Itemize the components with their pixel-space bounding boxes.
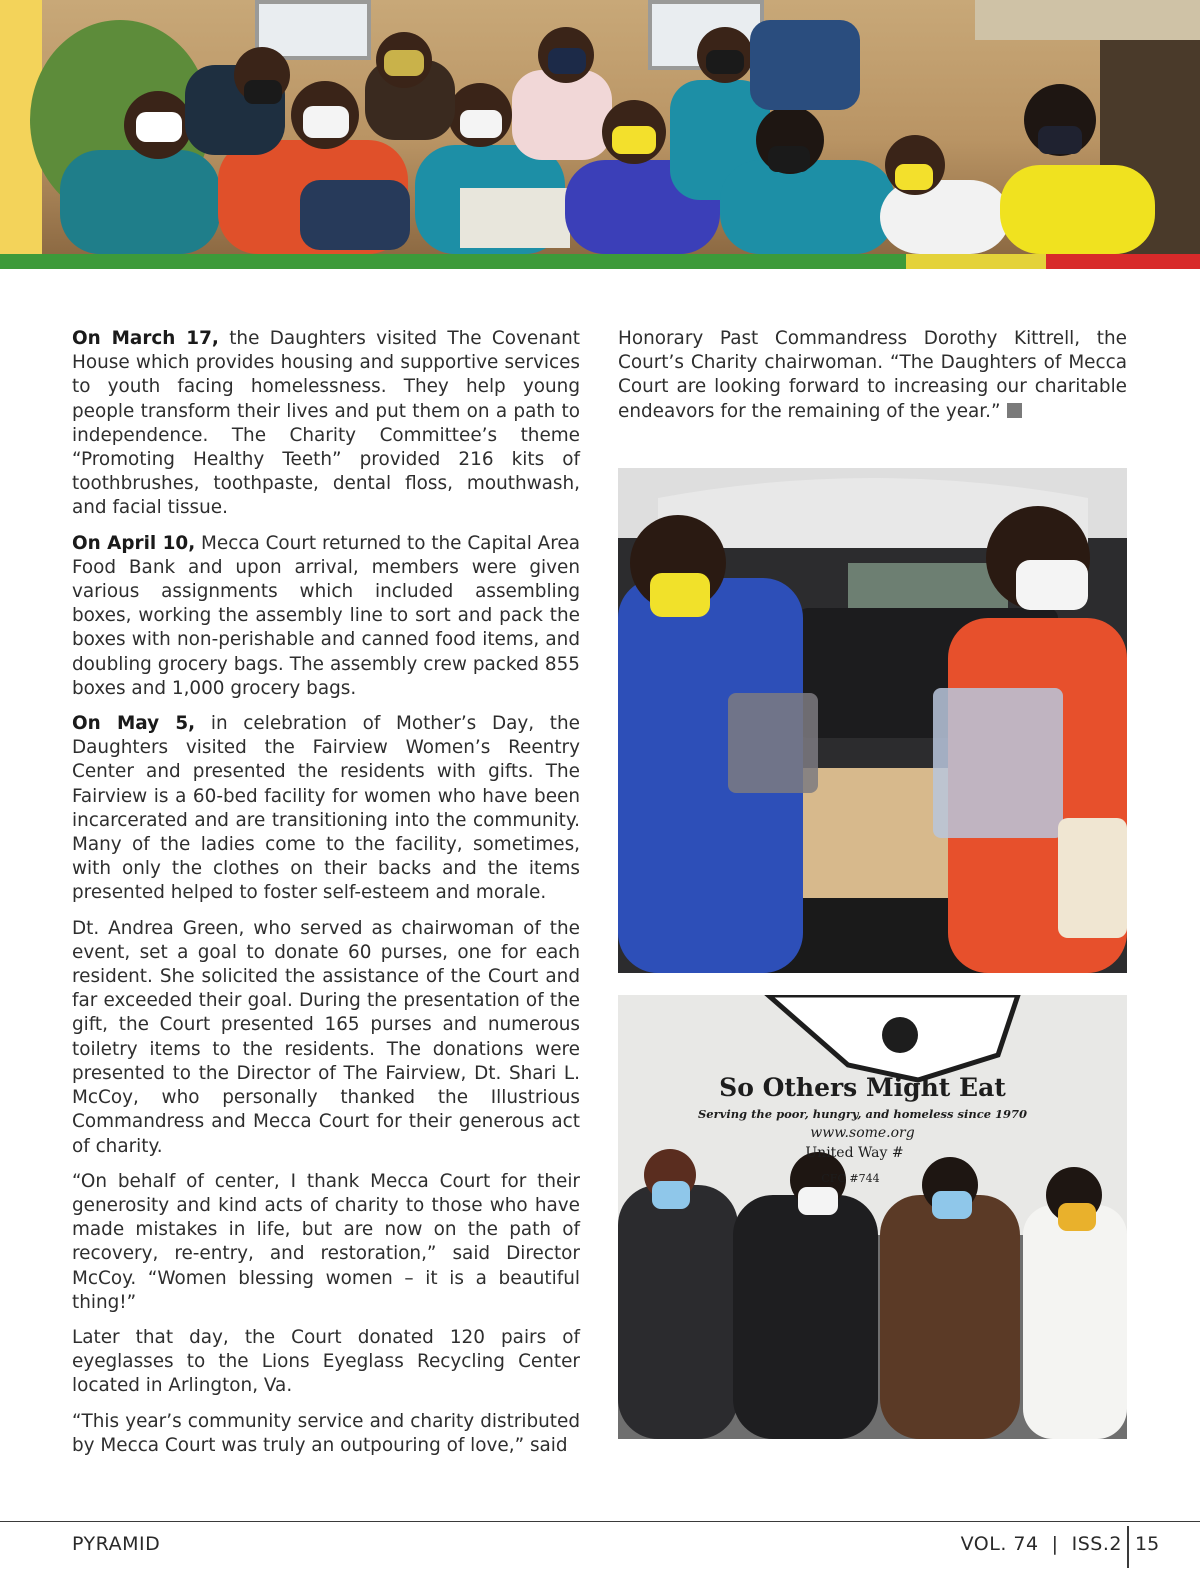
paragraph-kittrell: [618, 327, 1127, 424]
body-may: in celebration of Mother’s Day, the Daughters visited the Fairview Women’s Reentry Center and presented the residents with gifts. The Fairview is a 60-bed facility for women who have been incarcerated and are transitioning into the community. Many of the ladies come to the facility, sometimes, with only the clothes on their backs and the items presented helped to foster self-esteem and morale.: [72, 713, 580, 904]
photo-truck-group: [618, 995, 1127, 1439]
paragraph-march: [72, 327, 580, 521]
lead-march: On March 17,: [72, 328, 219, 349]
body-april: Mecca Court returned to the Capital Area Food Bank and upon arrival, members were given various assignments which included assembling boxes, working the assembly line to sort and pack the boxes with non-perishable and canned food items, and doubling grocery bags. The assembly crew packed 855 boxes and 1,000 grocery bags.: [72, 532, 580, 699]
truck-sign-united-way: United Way #: [805, 1145, 904, 1161]
page-number: 15: [1135, 1533, 1160, 1555]
paragraph-april: [72, 532, 580, 701]
article-left-column: [72, 327, 580, 1469]
top-group-photo: [0, 0, 1200, 254]
article-right-column: [618, 327, 1127, 435]
truck-sign-title: So Others Might Eat: [719, 1073, 1006, 1102]
paragraph-quote-mccoy: “On behalf of center, I thank Mecca Court for their generosity and kind acts of charity to those who have made mistakes in life, but are now on the path of recovery, re-entry, and restoration,” said Director McCoy. “Women blessing women – it is a beautiful thing!”: [72, 1170, 580, 1313]
end-mark-icon: [1007, 403, 1022, 418]
paragraph-purses: Dt. Andrea Green, who served as chairwoman of the event, set a goal to donate 60 purses, one for each resident. She solicited the assistance of the Court and far exceeded their goal. During the presentation of the gift, the Court presented 165 purses and numerous toiletry items to the residents. The donations were presented to the Director of The Fairview, Dt. Shari L. McCoy, who personally thanked the Illustrious Commandress and Mecca Court for their generous act of charity.: [72, 917, 580, 1157]
stripe-red: [1046, 254, 1200, 269]
body-kittrell: Honorary Past Commandress Dorothy Kittrell, the Court’s Charity chairwoman. “The Daughters of Mecca Court are looking forward to increasing our charitable endeavors for the remaining of the year.”: [618, 328, 1127, 422]
stripe-yellow: [906, 254, 1046, 269]
lead-april: On April 10,: [72, 532, 196, 554]
page-number-divider: [1127, 1526, 1129, 1568]
paragraph-outpouring: “This year’s community service and charity distributed by Mecca Court was truly an outpouring of love,” said: [72, 1410, 580, 1456]
paragraph-may: [72, 712, 580, 906]
truck-sign-cfc: CFC #744: [821, 1172, 880, 1185]
photo-car-donation: [618, 468, 1127, 973]
lead-may: On May 5,: [72, 713, 196, 735]
truck-sign-tagline: Serving the poor, hungry, and homeless since 1970: [697, 1107, 1028, 1121]
publication-name: PYRAMID: [72, 1533, 161, 1555]
group-of-people-icon: [0, 0, 1200, 254]
car-trunk-photo-icon: [618, 468, 1127, 973]
truck-sign-url: www.some.org: [810, 1125, 915, 1141]
paragraph-eyeglasses: Later that day, the Court donated 120 pairs of eyeglasses to the Lions Eyeglass Recycling Center located in Arlington, Va.: [72, 1326, 580, 1397]
truck-group-photo-icon: [618, 995, 1127, 1439]
footer-rule: [0, 1521, 1200, 1522]
stripe-green: [0, 254, 906, 269]
volume-issue: VOL. 74 | ISS.2: [960, 1533, 1122, 1555]
body-march: the Daughters visited The Covenant House which provides housing and supportive services to youth facing homelessness. They help young people transform their lives and put them on a path to independence. The Charity Committee’s theme “Promoting Healthy Teeth” provided 216 kits of toothbrushes, toothpaste, dental floss, mouthwash, and facial tissue.: [72, 328, 580, 519]
